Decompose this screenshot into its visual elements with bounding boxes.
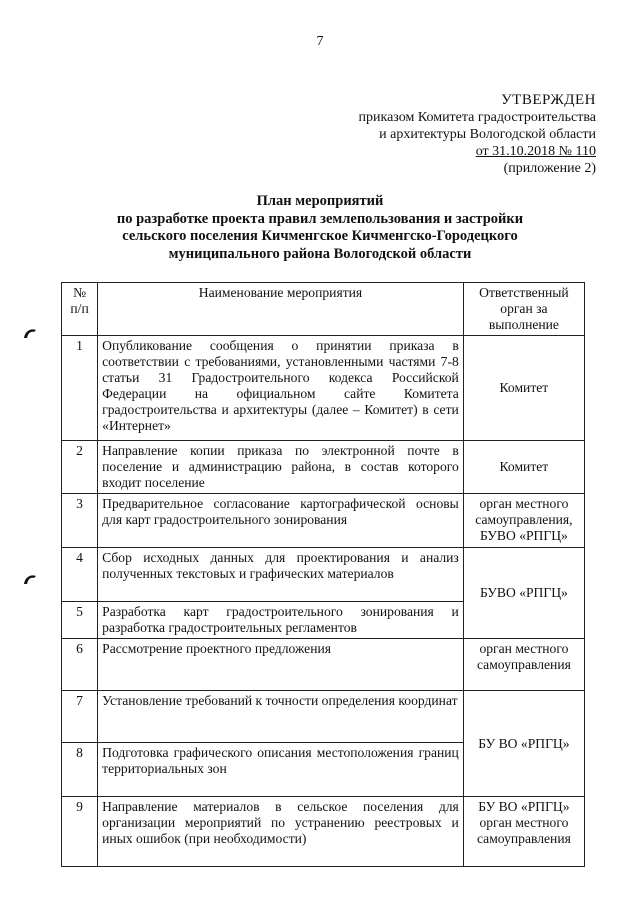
row-name: Предварительное согласование картографической основы для карт градостроительного зонирования [98, 494, 464, 548]
approval-line-1: приказом Комитета градостроительства [358, 110, 596, 125]
row-num: 1 [62, 336, 98, 441]
row-responsible: БУВО «РПГЦ» [463, 548, 584, 639]
row-name: Опубликование сообщения о принятии приказа в соответствии с требованиями, установленными частями 7-8 статьи 31 Градостроительного кодекса Российской Федерации на официальном сайте Комитета градостроительства и архитектуры (далее – Комитет) в сети «Интернет» [98, 336, 464, 441]
approval-stamp: УТВЕРЖДЕН [501, 92, 596, 108]
title-line-4: муниципального района Вологодской области [168, 245, 472, 262]
header-num: № п/п [62, 283, 98, 336]
page-number: 7 [316, 34, 324, 49]
row-num: 9 [62, 797, 98, 867]
punch-hole-mark-icon [22, 326, 38, 342]
title-line-3: сельского поселения Кичменгское Кичменгско-Городецкого [122, 228, 518, 244]
header-name: Наименование мероприятия [98, 283, 464, 336]
row-num: 3 [62, 494, 98, 548]
punch-hole-mark-icon [22, 572, 38, 588]
row-name: Разработка карт градостроительного зонирования и разработка градостроительных регламентов [98, 602, 464, 639]
table-row [62, 336, 585, 441]
title-line-2: по разработке проекта правил землепользования и застройки [116, 210, 524, 227]
approval-block [359, 92, 597, 177]
table-row [62, 494, 585, 548]
row-responsible: орган местного самоуправления, БУВО «РПГЦ» [463, 494, 584, 548]
row-responsible: Комитет [463, 441, 584, 494]
row-name: Рассмотрение проектного предложения [98, 639, 464, 691]
row-num: 2 [62, 441, 98, 494]
row-responsible: Комитет [463, 336, 584, 441]
row-num: 5 [62, 602, 98, 639]
row-responsible: орган местного самоуправления [463, 639, 584, 691]
row-num: 7 [62, 691, 98, 743]
row-num: 8 [62, 743, 98, 797]
row-name: Направление материалов в сельское поселения для организации мероприятий по устранению реестровых и иных ошибок (при необходимости) [98, 797, 464, 867]
table-row [62, 441, 585, 494]
plan-table [61, 282, 585, 867]
row-name: Сбор исходных данных для проектирования и анализ полученных текстовых и графических материалов [98, 548, 464, 602]
title-line-1: План мероприятий [256, 193, 384, 209]
row-responsible: БУ ВО «РПГЦ» [463, 691, 584, 797]
header-responsible: Ответственный орган за выполнение [463, 283, 584, 336]
approval-line-2: и архитектуры Вологодской области [379, 127, 596, 142]
table-header-row [62, 283, 585, 336]
row-num: 4 [62, 548, 98, 602]
document-title [40, 193, 600, 263]
row-name: Подготовка графического описания местоположения границ территориальных зон [98, 743, 464, 797]
table-row [62, 639, 585, 691]
row-name: Установление требований к точности определения координат [98, 691, 464, 743]
approval-order-number: от 31.10.2018 № 110 [475, 144, 596, 159]
approval-appendix: (приложение 2) [503, 161, 596, 176]
table-row [62, 691, 585, 743]
row-name: Направление копии приказа по электронной почте в поселение и администрацию района, в состав которого входит поселение [98, 441, 464, 494]
table-row [62, 797, 585, 867]
row-responsible: БУ ВО «РПГЦ» орган местного самоуправления [463, 797, 584, 867]
table-row [62, 548, 585, 602]
row-num: 6 [62, 639, 98, 691]
